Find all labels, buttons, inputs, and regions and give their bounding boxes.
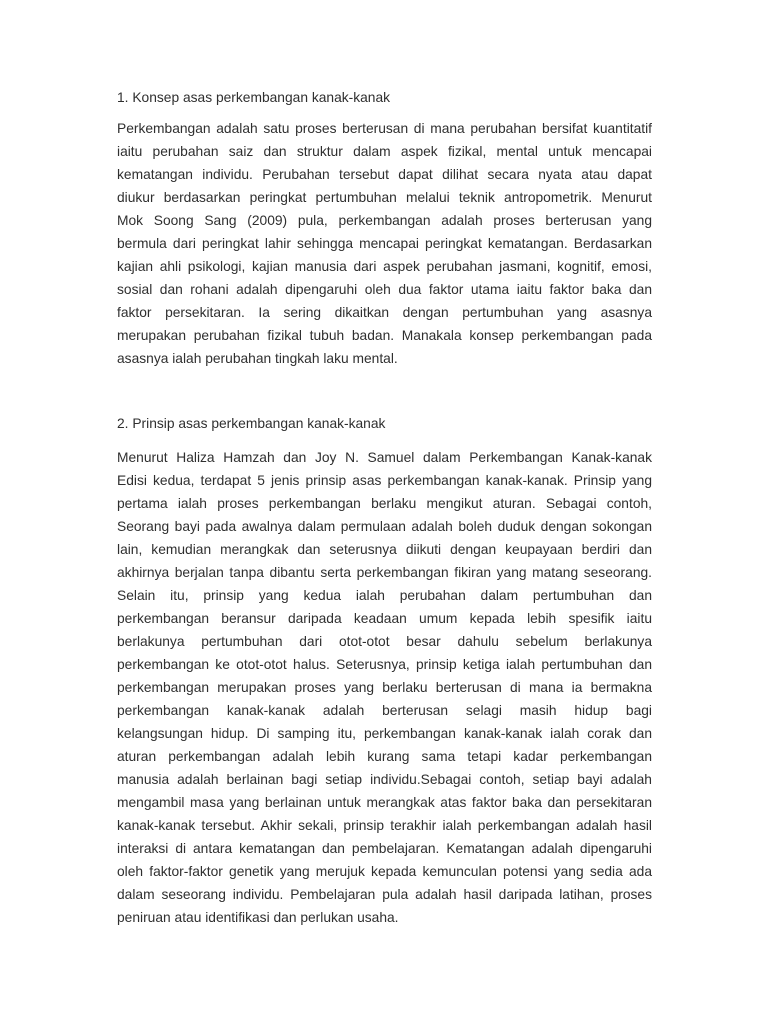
paragraph-line: bermula dari peringkat lahir sehingga mencapai peringkat kematangan. Berdasarkan [117, 236, 652, 251]
paragraph-line: mengambil masa yang berlainan untuk merangkak atas faktor baka dan persekitaran [117, 795, 652, 810]
paragraph-line: Perkembangan adalah satu proses berterusan di mana perubahan bersifat kuantitatif [117, 121, 652, 136]
paragraph-line: akhirnya berjalan tanpa dibantu serta perkembangan fikiran yang matang seseorang. [117, 565, 652, 580]
paragraph-line: kematangan individu. Perubahan tersebut dapat dilihat secara nyata atau dapat [117, 167, 652, 182]
paragraph-line: asasnya ialah perubahan tingkah laku mental. [117, 351, 398, 366]
paragraph-line: perkembangan merupakan proses yang berlaku berterusan di mana ia bermakna [117, 680, 652, 695]
paragraph-line: kanak-kanak tersebut. Akhir sekali, prinsip terakhir ialah perkembangan adalah hasil [117, 818, 652, 833]
section-paragraph [117, 117, 652, 370]
paragraph-line: lain, kemudian merangkak dan seterusnya diikuti dengan keupayaan berdiri dan [117, 542, 652, 557]
paragraph-line: pertama ialah proses perkembangan berlaku mengikut aturan. Sebagai contoh, [117, 496, 652, 511]
paragraph-line: faktor persekitaran. Ia sering dikaitkan dengan pertumbuhan yang asasnya [117, 305, 652, 320]
section-paragraph [117, 446, 652, 929]
paragraph-line: berlakunya pertumbuhan dari otot-otot besar dahulu sebelum berlakunya [117, 634, 652, 649]
paragraph-line: Mok Soong Sang (2009) pula, perkembangan adalah proses berterusan yang [117, 213, 652, 228]
paragraph-line: merupakan perubahan fizikal tubuh badan. Manakala konsep perkembangan pada [117, 328, 652, 343]
paragraph-line: perkembangan beransur daripada keadaan umum kepada lebih spesifik iaitu [117, 611, 652, 626]
paragraph-line: dalam seseorang individu. Pembelajaran pula adalah hasil daripada latihan, proses [117, 887, 652, 902]
paragraph-line: kajian ahli psikologi, kajian manusia dari aspek perubahan jasmani, kognitif, emosi, [117, 259, 652, 274]
paragraph-line: manusia adalah berlainan bagi setiap individu.Sebagai contoh, setiap bayi adalah [117, 772, 652, 787]
paragraph-line: peniruan atau identifikasi dan perlukan usaha. [117, 910, 399, 925]
paragraph-line: perkembangan ke otot-otot halus. Seterusnya, prinsip ketiga ialah pertumbuhan dan [117, 657, 652, 672]
paragraph-line: Menurut Haliza Hamzah dan Joy N. Samuel dalam Perkembangan Kanak-kanak [117, 450, 652, 465]
paragraph-line: perkembangan kanak-kanak adalah berterusan selagi masih hidup bagi [117, 703, 652, 718]
section-heading: 2. Prinsip asas perkembangan kanak-kanak [117, 416, 386, 431]
section-heading: 1. Konsep asas perkembangan kanak-kanak [117, 90, 391, 105]
paragraph-line: Edisi kedua, terdapat 5 jenis prinsip asas perkembangan kanak-kanak. Prinsip yang [117, 473, 652, 488]
paragraph-line: diukur berdasarkan peringkat pertumbuhan melalui teknik antropometrik. Menurut [117, 190, 652, 205]
paragraph-line: aturan perkembangan adalah lebih kurang sama tetapi kadar perkembangan [117, 749, 652, 764]
paragraph-line: kelangsungan hidup. Di samping itu, perkembangan kanak-kanak ialah corak dan [117, 726, 652, 741]
paragraph-line: Seorang bayi pada awalnya dalam permulaan adalah boleh duduk dengan sokongan [117, 519, 652, 534]
paragraph-line: sosial dan rohani adalah dipengaruhi oleh dua faktor utama iaitu faktor baka dan [117, 282, 652, 297]
paragraph-line: Selain itu, prinsip yang kedua ialah perubahan dalam pertumbuhan dan [117, 588, 652, 603]
paragraph-line: oleh faktor-faktor genetik yang merujuk kepada kemunculan potensi yang sedia ada [117, 864, 652, 879]
paragraph-line: iaitu perubahan saiz dan struktur dalam aspek fizikal, mental untuk mencapai [117, 144, 652, 159]
paragraph-line: interaksi di antara kematangan dan pembelajaran. Kematangan adalah dipengaruhi [117, 841, 652, 856]
